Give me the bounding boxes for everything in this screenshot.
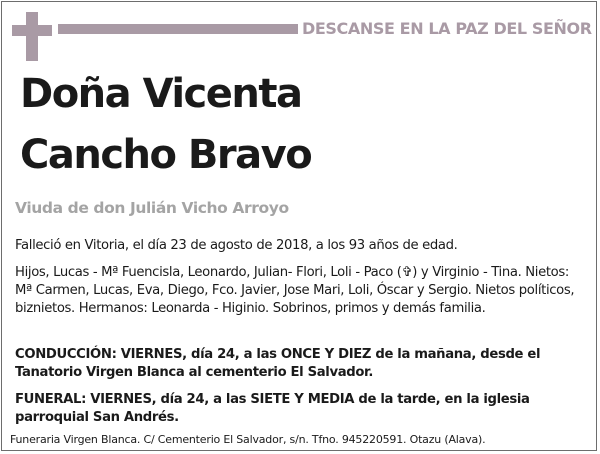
deceased-name-line2: Cancho Bravo (20, 132, 312, 178)
header-text: DESCANSE EN LA PAZ DEL SEÑOR (302, 19, 592, 38)
funeral-notice: FUNERAL: VIERNES, día 24, a las SIETE Y MEDIA de la tarde, en la iglesia parroquial San Andrés. (15, 392, 530, 425)
family-list (15, 264, 585, 318)
family-text-part2: ) y Virginio - Tina. Nietos: Mª Carmen, Lucas, Eva, Diego, Fco. Javier, Jose Mari, Loli, Óscar y Sergio. Nietos políticos, biznietos. Hermanos: Leonarda - Higinio. Sobrinos, primos y demás familia. (15, 265, 575, 316)
death-notice: Falleció en Vitoria, el día 23 de agosto de 2018, a los 93 años de edad. (15, 238, 458, 253)
cross-icon-bar (12, 25, 52, 36)
header-divider-bar (58, 24, 298, 34)
deceased-cross-icon: ✞ (401, 265, 413, 280)
obituary-frame (1, 1, 597, 451)
cross-icon (26, 12, 38, 61)
conduccion-notice: CONDUCCIÓN: VIERNES, día 24, a las ONCE Y DIEZ de la mañana, desde el Tanatorio Virgen Blanca al cementerio El Salvador. (15, 347, 541, 380)
deceased-name-line1: Doña Vicenta (20, 71, 302, 117)
family-text-part1: Hijos, Lucas - Mª Fuencisla, Leonardo, Julian- Flori, Loli - Paco ( (15, 265, 402, 280)
widow-of-subtitle: Viuda de don Julián Vicho Arroyo (15, 199, 289, 217)
funeral-home-footer: Funeraria Virgen Blanca. C/ Cementerio El Salvador, s/n. Tfno. 945220591. Otazu (Alava). (10, 433, 486, 446)
